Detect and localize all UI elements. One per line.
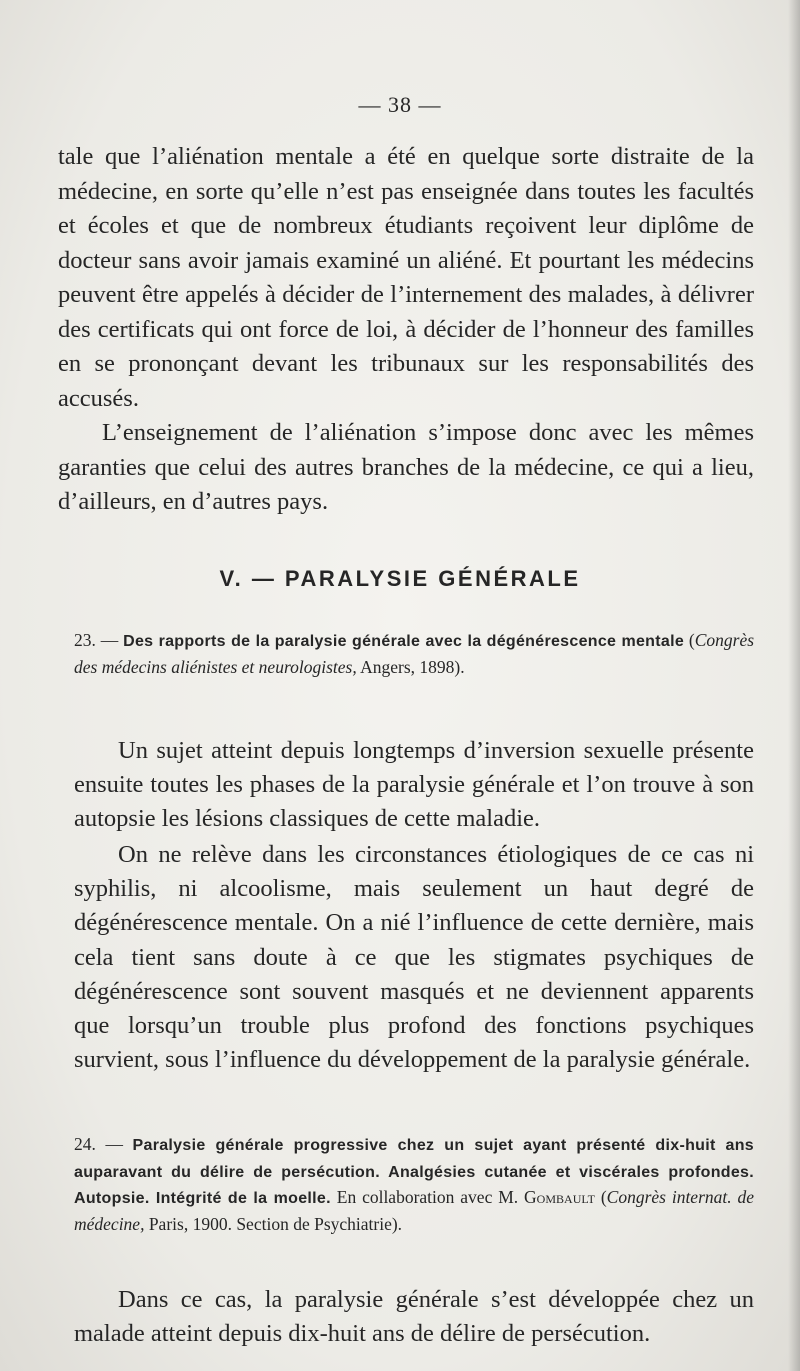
entry-23-citation-place: Angers, 1898).: [360, 656, 465, 677]
entry-24-paragraph-1: Dans ce cas, la paralysie générale s’est développée chez un malade atteint depuis dix-huit ans de délire de persécution.: [74, 1286, 754, 1348]
entry-24-title: Paralysie générale progressive chez un sujet ayant présenté dix-huit ans auparavant du délire de persécution. Analgésies cutanée et viscérales profondes. Autopsie. Intégrité de la moelle.: [74, 1137, 755, 1207]
entry-23-paragraph-2: On ne relève dans les circonstances étiologiques de ce cas ni syphilis, ni alcoolisme, mais seulement un haut degré de dégénérescence mentale. On a nié l’influence de cette dernière, mais cela tient sans doute à ce que les stigmates psychiques de dégénérescence sont souvent masqués et ne deviennent apparents que lorsqu’un trouble plus profond des fonctions psychiques survient, sous l’influence du développement de la paralysie générale.: [74, 841, 754, 1074]
intro-paragraph-2: L’enseignement de l’aliénation s’impose donc avec les mêmes garanties que celui des autres branches de la médecine, ce qui a lieu, d’ailleurs, en d’autres pays.: [58, 419, 754, 515]
page-number: — 38 —: [358, 92, 442, 117]
entry-23-title: Des rapports de la paralysie générale avec la dégénérescence mentale: [123, 633, 685, 650]
entry-24-header: [74, 1132, 754, 1237]
entry-24-citation-venue: Congrès internat. de médecine,: [74, 1187, 755, 1234]
intro-paragraph-1: tale que l’aliénation mentale a été en quelque sorte distraite de la médecine, en sorte qu’elle n’est pas enseignée dans toutes les facultés et écoles et que de nombreux étudiants reçoivent leur diplôme de docteur sans avoir jamais examiné un aliéné. Et pourtant les médecins peuvent être appelés à décider de l’internement des malades, à délivrer des certificats qui ont force de loi, à décider de l’honneur des familles en se prononçant devant les tribunaux sur les responsabilités des accusés.: [58, 143, 754, 412]
entry-23-paragraph-1: Un sujet atteint depuis longtemps d’inversion sexuelle présente ensuite toutes les phases de la paralysie générale et l’on trouve à son autopsie les lésions classiques de cette maladie.: [74, 737, 754, 833]
entry-24-collaborator: Gombault: [524, 1187, 595, 1207]
entry-24-citation-open: (: [600, 1187, 607, 1207]
entry-24-collaboration: En collaboration avec M.: [336, 1187, 519, 1207]
page-edge-shadow: [788, 0, 800, 1371]
section-heading: V. — PARALYSIE GÉNÉRALE: [219, 566, 581, 591]
entry-24-citation-place: Paris, 1900. Section de Psychiatrie).: [148, 1213, 403, 1234]
entry-23-citation-open: (: [688, 630, 695, 650]
entry-23-citation-venue: Congrès des médecins aliénistes et neurologistes,: [74, 630, 755, 677]
entry-23-header: [74, 628, 754, 680]
entry-24-number: 24. —: [74, 1134, 123, 1154]
entry-23-number: 23. —: [74, 630, 119, 650]
